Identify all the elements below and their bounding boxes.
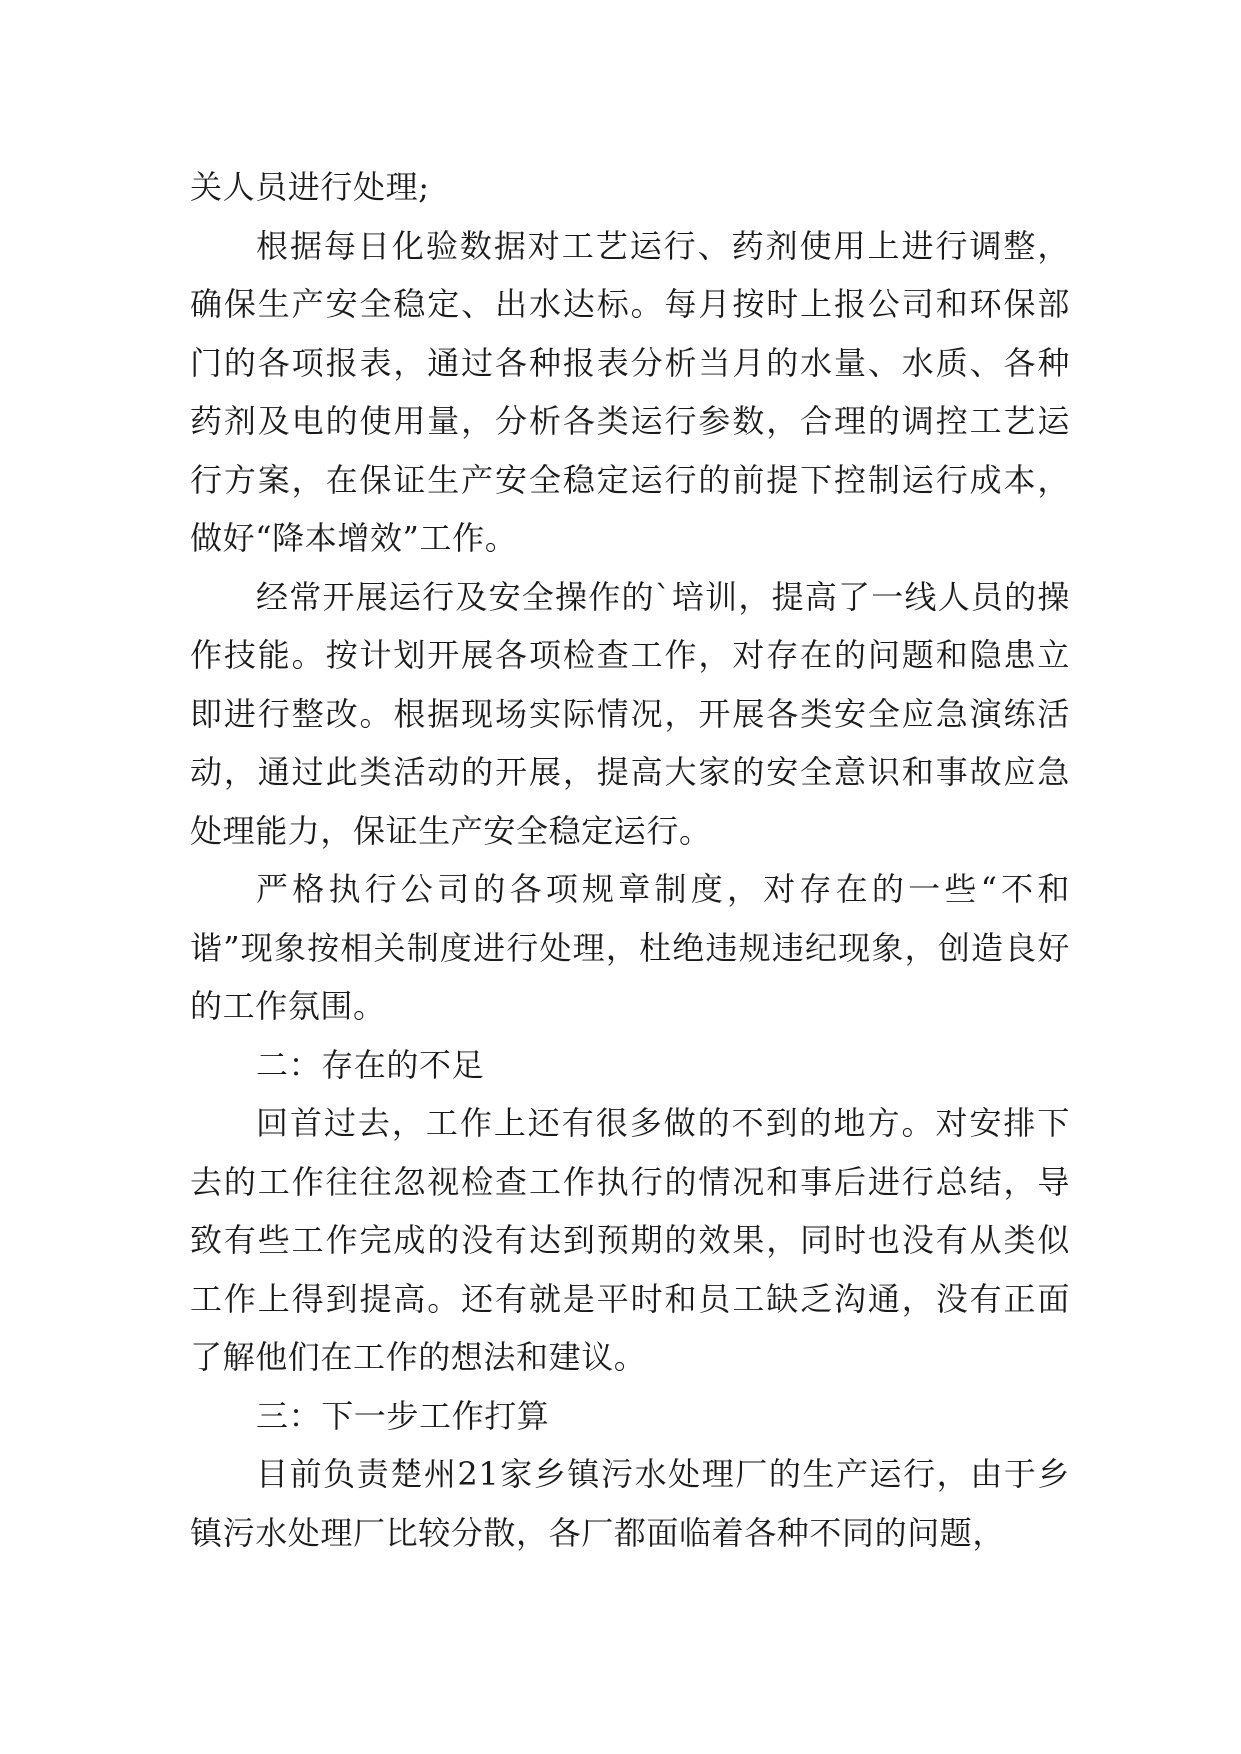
section-heading-shortcomings: 二：存在的不足 — [256, 1045, 485, 1084]
paragraph-daily-testing: 根据每日化验数据对工艺运行、药剂使用上进行调整，确保生产安全稳定、出水达标。每月按时上报公司和环保部门的各项报表，通过各种报表分析当月的水量、水质、各种药剂及电的使用量，分析各类运行参数，合理的调控工艺运行方案，在保证生产安全稳定运行的前提下控制运行成本，做好“降本增效”工作。 — [190, 226, 1070, 557]
paragraph-safety-training: 经常开展运行及安全操作的`培训，提高了一线人员的操作技能。按计划开展各项检查工作，对存在的问题和隐患立即进行整改。根据现场实际情况，开展各类安全应急演练活动，通过此类活动的开展，提高大家的安全意识和事故应急处理能力，保证生产安全稳定运行。 — [190, 577, 1070, 850]
section-heading-next-steps: 三：下一步工作打算 — [256, 1396, 550, 1435]
paragraph-review: 回首过去，工作上还有很多做的不到的地方。对安排下去的工作往往忽视检查工作执行的情况和事后进行总结，导致有些工作完成的没有达到预期的效果，同时也没有从类似工作上得到提高。还有就是平时和员工缺乏沟通，没有正面了解他们在工作的想法和建议。 — [190, 1104, 1070, 1376]
paragraph-regulations: 严格执行公司的各项规章制度，对存在的一些“不和谐”现象按相关制度进行处理，杜绝违规违纪现象，创造良好的工作氛围。 — [190, 870, 1070, 1025]
paragraph-current-responsibility: 目前负责楚州21家乡镇污水处理厂的生产运行，由于乡镇污水处理厂比较分散，各厂都面临着各种不同的问题， — [190, 1455, 1070, 1552]
document-body — [190, 158, 1070, 1562]
paragraph-continuation: 关人员进行处理; — [190, 168, 430, 206]
